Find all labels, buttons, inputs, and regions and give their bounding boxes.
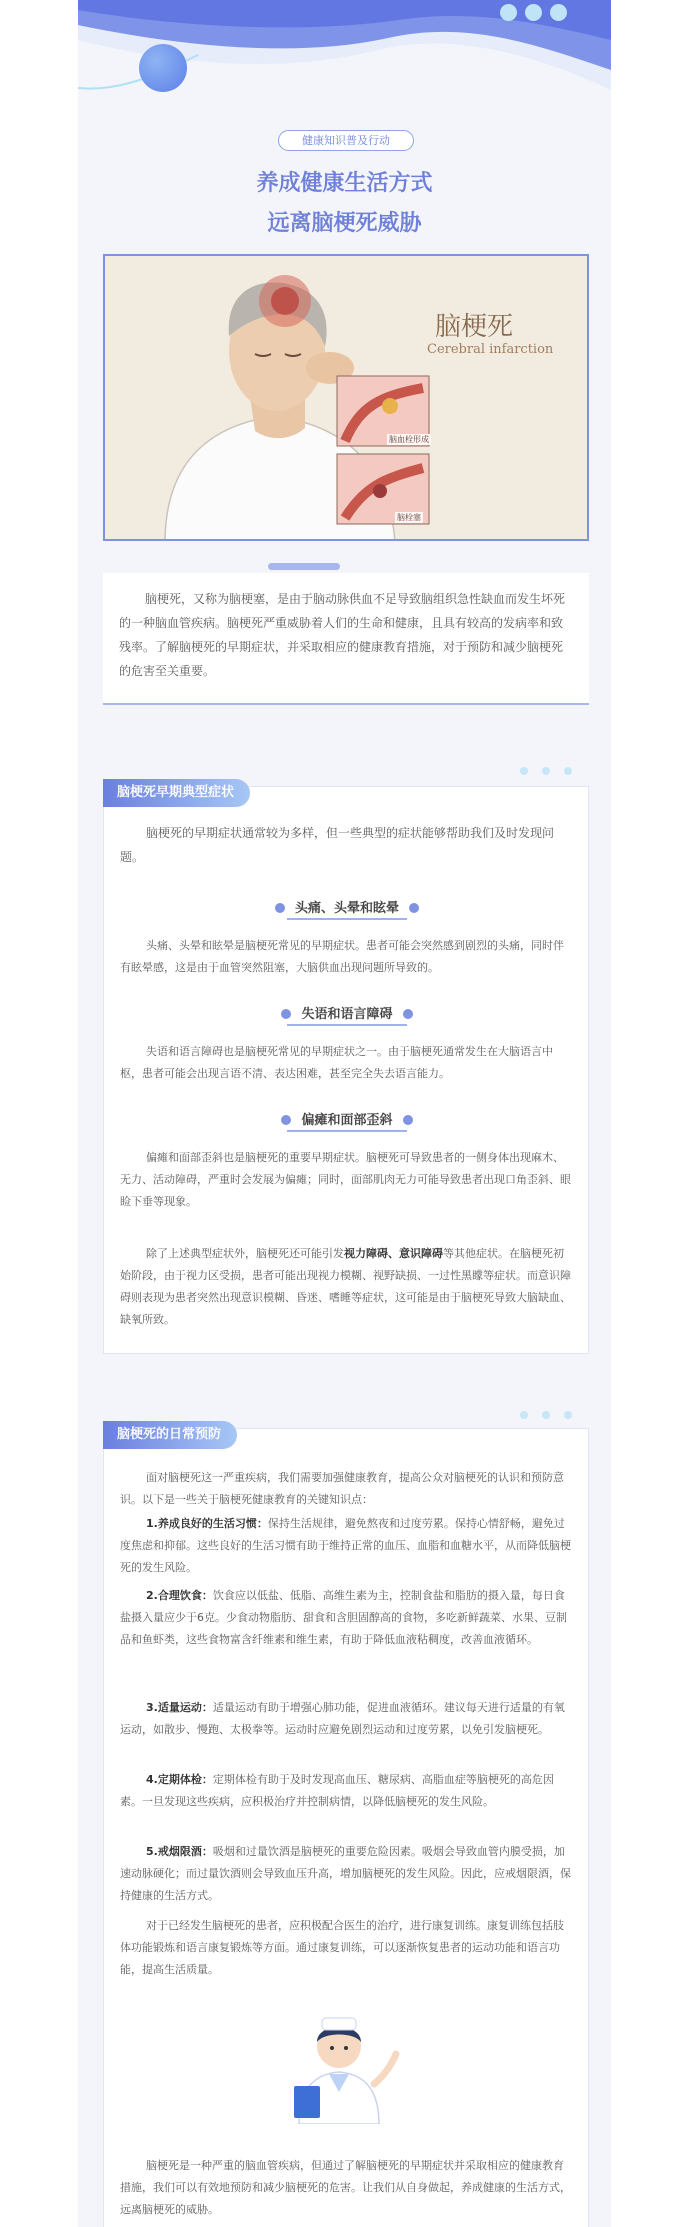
point-text: 保持生活规律，避免熬夜和过度劳累。保持心情舒畅，避免过度焦虑和抑郁。这些良好的生活习惯有助于维持正常的血压、血脂和血糖水平，从而降低脑梗死的发生风险。: [120, 1517, 571, 1574]
decorative-dot-icon: [564, 1411, 572, 1419]
extra-text-b: 等其他症状。在脑梗死初始阶段，由于视力区受损，患者可能出现视力模糊、视野缺损、一过性黑矇等症状。而意识障碍则表现为患者突然出现意识模糊、昏迷、嗜睡等症状，这可能是由于脑梗死导致大脑缺血、缺氧所致。: [120, 1247, 571, 1326]
extra-text-a: 除了上述典型症状外，脑梗死还可能引发: [146, 1247, 344, 1260]
patient-illustration: [105, 256, 589, 541]
prevention-card: [103, 1428, 589, 2227]
bullet-dot-icon: [403, 1009, 413, 1019]
heading-underline: [287, 1130, 407, 1132]
bullet-dot-icon: [409, 903, 419, 913]
header-dots: [500, 4, 567, 21]
point-text: 吸烟和过量饮酒是脑梗死的重要危险因素。吸烟会导致血管内膜受损，加速动脉硬化；而过量饮酒则会导致血压升高，增加脑梗死的发生风险。因此，应戒烟限酒，保持健康的生活方式。: [120, 1845, 571, 1902]
hero-illustration: [103, 254, 589, 541]
point-label: 3.适量运动：: [146, 1701, 213, 1714]
decorative-dot-icon: [520, 767, 528, 775]
intro-paragraph: 脑梗死，又称为脑梗塞，是由于脑动脉供血不足导致脑组织急性缺血而发生坏死的一种脑血管疾病。脑梗死严重威胁着人们的生命和健康，且具有较高的发病率和致残率。了解脑梗死的早期症状，并采取相应的健康教育措施，对于预防和减少脑梗死的危害至关重要。: [103, 573, 589, 705]
prevention-point-1: [120, 1513, 574, 1579]
rehab-paragraph: 对于已经发生脑梗死的患者，应积极配合医生的治疗，进行康复训练。康复训练包括肢体功能锻炼和语言康复锻炼等方面。通过康复训练，可以逐渐恢复患者的运动功能和语言功能，提高生活质量。: [120, 1919, 564, 1976]
prevention-point-2: [120, 1585, 574, 1651]
symptoms-card: [103, 786, 589, 1354]
heading-underline: [287, 918, 407, 920]
section1-intro: 脑梗死的早期症状通常较为多样，但一些典型的症状能够帮助我们及时发现问题。: [120, 826, 555, 864]
point-text: 饮食应以低盐、低脂、高维生素为主，控制食盐和脂肪的摄入量，每日食盐摄入量应少于6克。少食动物脂肪、甜食和含胆固醇高的食物，多吃新鲜蔬菜、水果、豆制品和鱼虾类，这些食物富含纤维素和维生素，有助于降低血液粘稠度，改善血液循环。: [120, 1589, 567, 1646]
closing-paragraph: 脑梗死是一种严重的脑血管疾病，但通过了解脑梗死的早期症状并采取相应的健康教育措施，我们可以有效地预防和减少脑梗死的危害。让我们从自身做起，养成健康的生活方式，远离脑梗死的威胁。: [120, 2159, 571, 2216]
divider-bar: [268, 563, 340, 570]
inset-label-thrombosis: 脑血栓形成: [389, 435, 429, 444]
decorative-dot-icon: [525, 4, 542, 21]
point-label: 5.戒烟限酒：: [146, 1845, 213, 1858]
heading-underline: [287, 1024, 407, 1026]
bullet-dot-icon: [281, 1009, 291, 1019]
prevention-point-5: [120, 1841, 574, 1907]
bullet-dot-icon: [403, 1115, 413, 1125]
page-title-line1: 养成健康生活方式: [256, 171, 433, 196]
bullet-dot-icon: [281, 1115, 291, 1125]
prevention-point-3: [120, 1697, 574, 1741]
prevention-point-4: [120, 1769, 574, 1813]
decorative-ball-icon: [139, 44, 187, 92]
hero-title-en: Cerebral infarction: [427, 342, 554, 357]
symptom-heading-1: [104, 897, 590, 916]
symptom-heading-text: 偏瘫和面部歪斜: [301, 1113, 393, 1128]
section2-dots: [520, 1411, 572, 1419]
hero-title-zh: 脑梗死: [435, 312, 514, 342]
section2-title: 脑梗死的日常预防: [103, 1421, 237, 1449]
symptom-heading-3: [104, 1109, 590, 1128]
symptom-text-3: 偏瘫和面部歪斜也是脑梗死的重要早期症状。脑梗死可导致患者的一侧身体出现麻木、无力、活动障碍，严重时会发展为偏瘫；同时，面部肌肉无力可能导致患者出现口角歪斜、眼睑下垂等现象。: [120, 1151, 571, 1208]
point-text: 适量运动有助于增强心肺功能，促进血液循环。建议每天进行适量的有氧运动，如散步、慢跑、太极拳等。运动时应避免剧烈运动和过度劳累，以免引发脑梗死。: [120, 1701, 565, 1736]
decorative-dot-icon: [550, 4, 567, 21]
point-label: 2.合理饮食：: [146, 1589, 213, 1602]
bullet-dot-icon: [275, 903, 285, 913]
article-page: [78, 0, 611, 2227]
decorative-dot-icon: [564, 767, 572, 775]
decorative-dot-icon: [542, 1411, 550, 1419]
page-title-line2: 远离脑梗死威胁: [267, 211, 422, 236]
inset-label-embolism: 脑栓塞: [397, 513, 421, 522]
symptom-text-2: 失语和语言障碍也是脑梗死常见的早期症状之一。由于脑梗死通常发生在大脑语言中枢，患者可能会出现言语不清、表达困难，甚至完全失去语言能力。: [120, 1045, 553, 1080]
section2-intro: 面对脑梗死这一严重疾病，我们需要加强健康教育，提高公众对脑梗死的认识和预防意识。以下是一些关于脑梗死健康教育的关键知识点：: [120, 1471, 564, 1506]
section1-title: 脑梗死早期典型症状: [103, 779, 250, 807]
symptom-text-1: 头痛、头晕和眩晕是脑梗死常见的早期症状。患者可能会突然感到剧烈的头痛，同时伴有眩晕感，这是由于血管突然阻塞，大脑供血出现问题所导致的。: [120, 939, 564, 974]
point-label: 1.养成良好的生活习惯：: [146, 1517, 268, 1530]
decorative-dot-icon: [542, 767, 550, 775]
decorative-dot-icon: [520, 1411, 528, 1419]
section1-dots: [520, 767, 572, 775]
symptom-heading-text: 头痛、头晕和眩晕: [294, 901, 399, 916]
point-label: 4.定期体检：: [146, 1773, 213, 1786]
category-tag: 健康知识普及行动: [278, 130, 414, 151]
point-text: 定期体检有助于及时发现高血压、糖尿病、高脂血症等脑梗死的高危因素。一旦发现这些疾病，应积极治疗并控制病情，以降低脑梗死的发生风险。: [120, 1773, 554, 1808]
decorative-dot-icon: [500, 4, 517, 21]
section1-extra: [120, 1243, 574, 1331]
symptom-heading-text: 失语和语言障碍: [301, 1007, 393, 1022]
doctor-illustration: [274, 1994, 404, 2124]
symptom-heading-2: [104, 1003, 590, 1022]
extra-text-bold: 视力障碍、意识障碍: [344, 1247, 443, 1260]
